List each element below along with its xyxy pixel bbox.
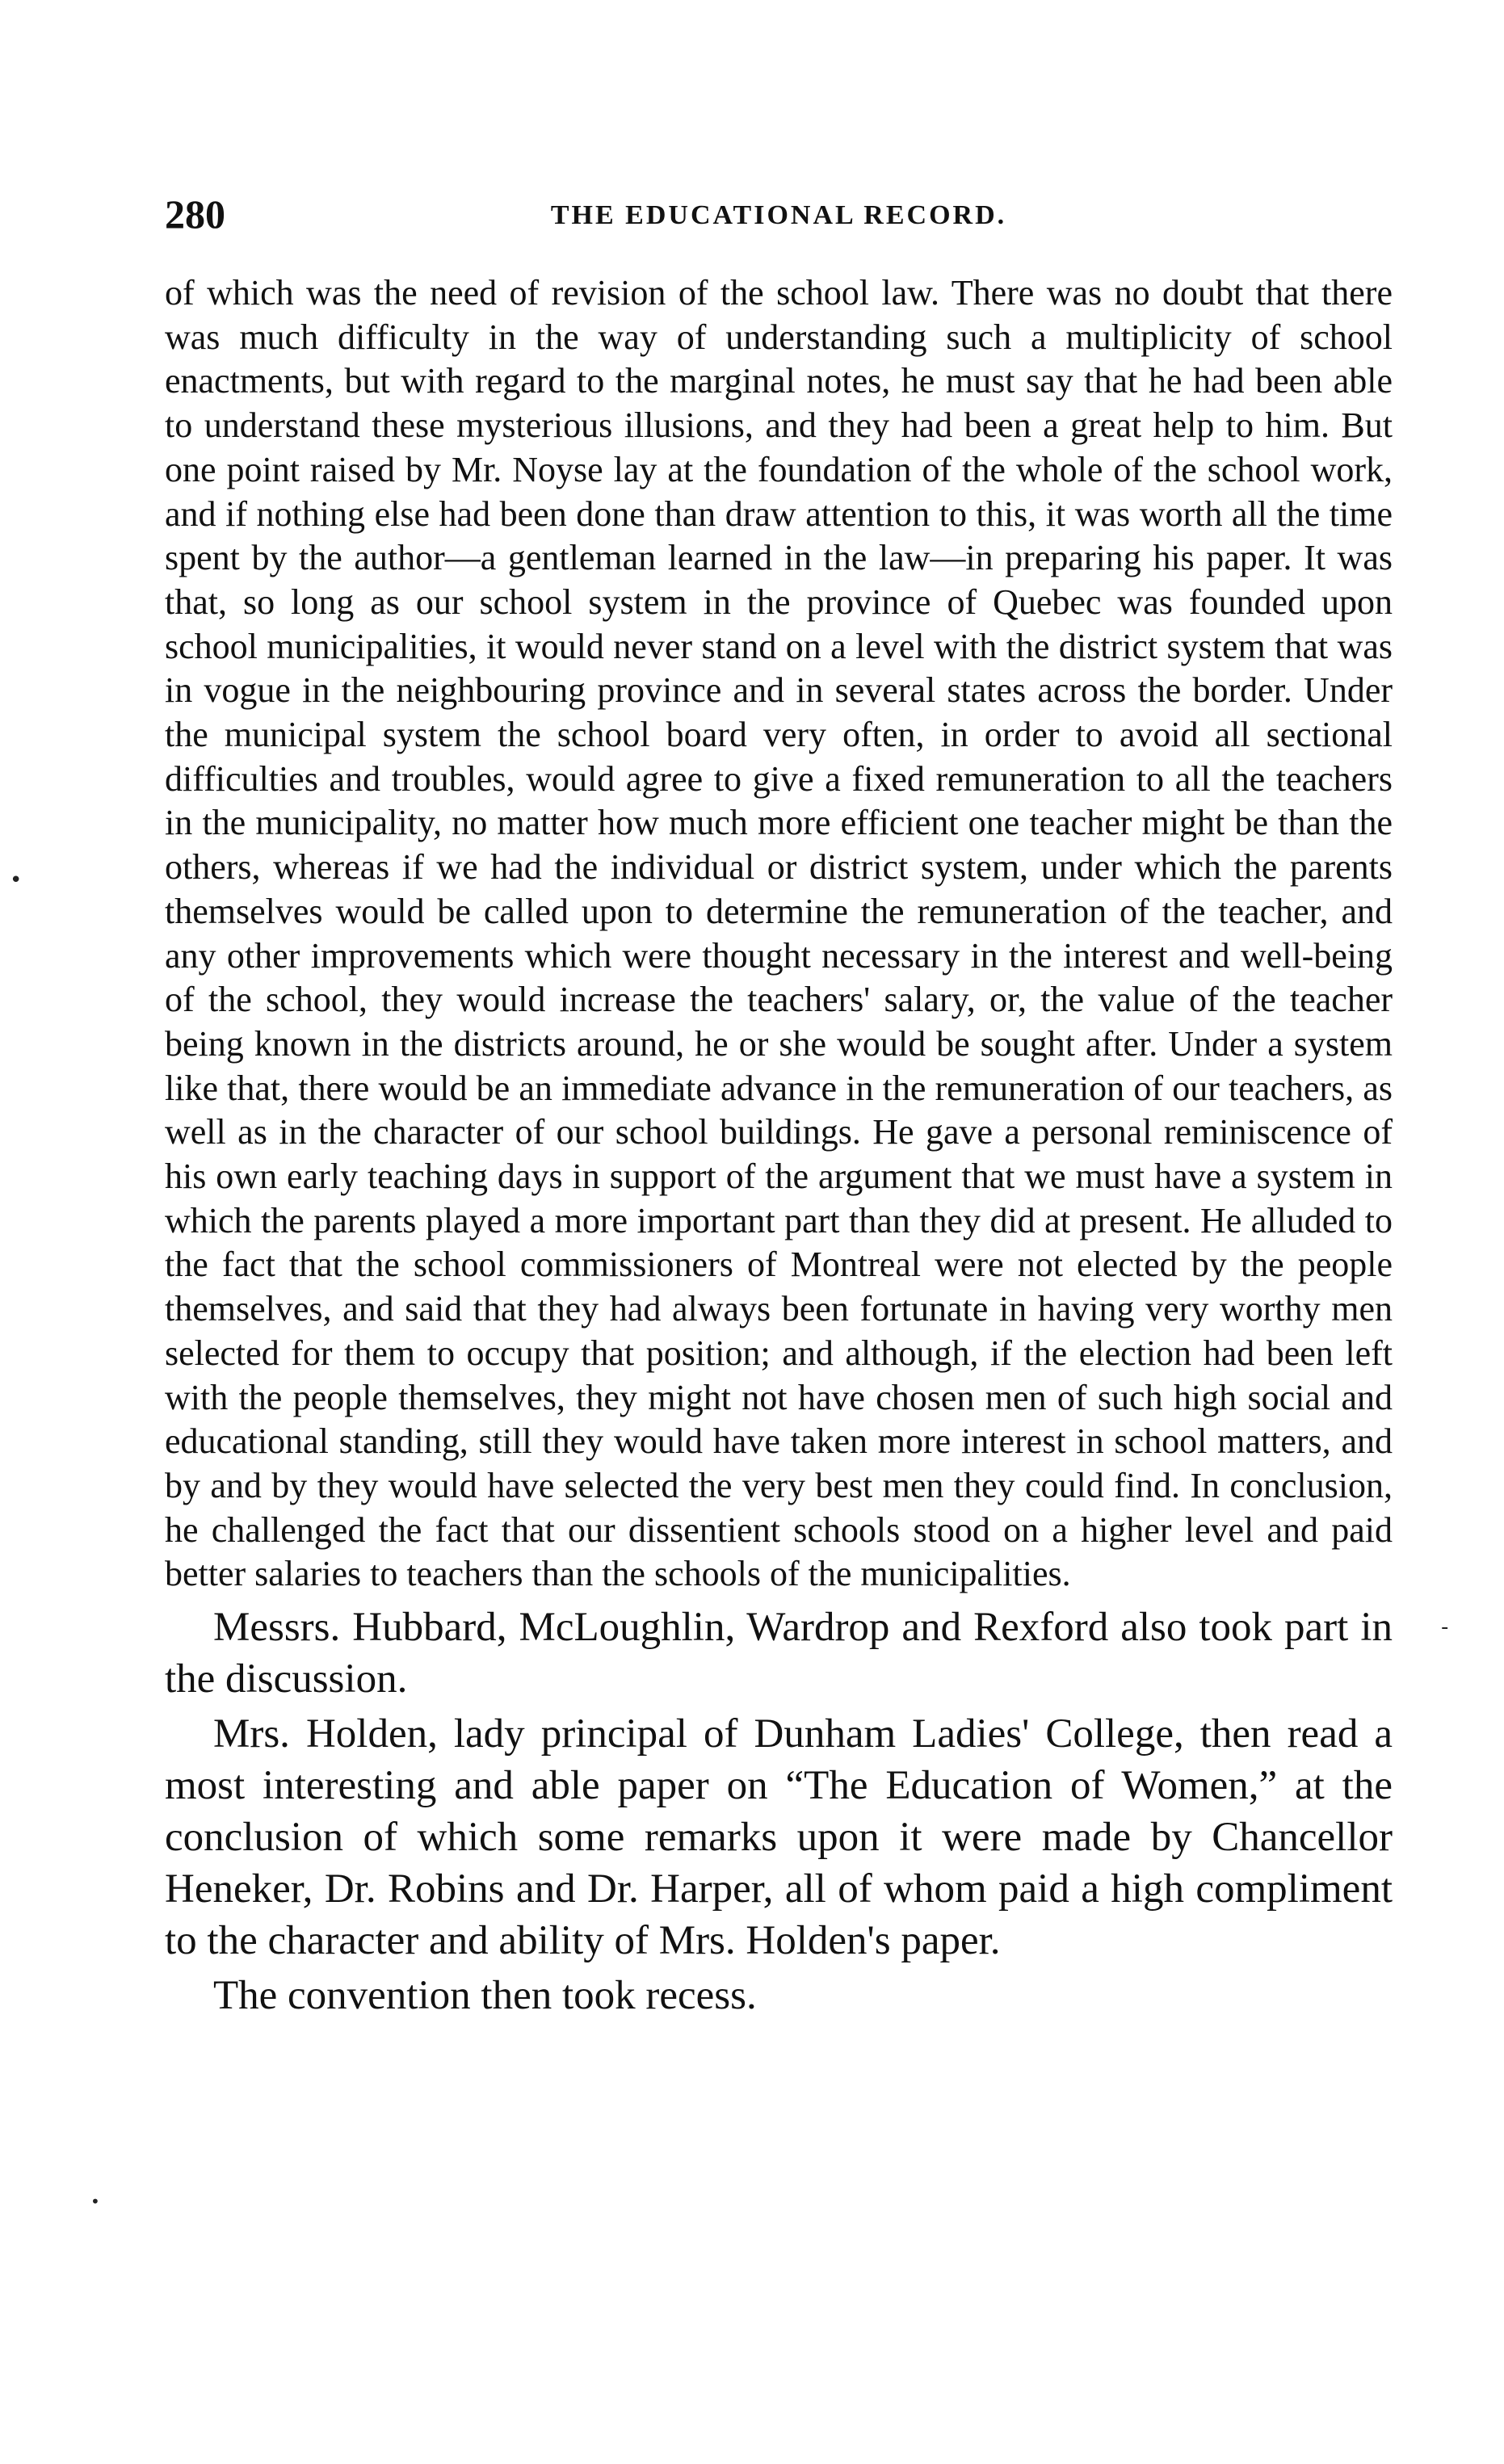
margin-dot-mark: • <box>90 2192 100 2211</box>
paragraph-participants: Messrs. Hubbard, McLoughlin, Wardrop and Rexford also took part in the discussion. <box>165 1605 1393 1702</box>
paragraph-holden-paper: Mrs. Holden, lady principal of Dunham Ladies' College, then read a most interesting and able paper on “The Education of Women,” at the conclusion of which some remarks upon it were made by Chancellor Heneker, Dr. Robins and Dr. Harper, all of whom paid a high compliment to the character and ability of Mrs. Holden's paper. <box>165 1711 1393 1964</box>
paragraph-discussion: of which was the need of revision of the school law. There was no doubt that there was much difficulty in the way of understanding such a multiplicity of school enactments, but with regard to the marginal notes, he must say that he had been able to understand these mysterious illusions, and they had been a great help to him. But one point raised by Mr. Noyse lay at the foundation of the whole of the school work, and if nothing else had been done than draw attention to this, it was worth all the time spent by the author—a gentleman learned in the law—in preparing his paper. It was that, so long as our school system in the province of Quebec was founded upon school municipalities, it would never stand on a level with the district system that was in vogue in the neighbouring province and in several states across the border. Under the municipal system the school board very often, in order to avoid all sectional difficulties and troubles, would agree to give a fixed remuneration to all the teachers in the municipality, no matter how much more efficient one teacher might be than the others, whereas if we had the individual or district system, under which the parents themselves would be called upon to determine the remuneration of the teacher, and any other improvements which were thought necessary in the interest and well-being of the school, they would increase the teachers' salary, or, the value of the teacher being known in the districts around, he or she would be sought after. Under a system like that, there would be an immediate advance in the remuneration of our teachers, as well as in the character of our school buildings. He gave a personal reminiscence of his own early teaching days in support of the argument that we must have a system in which the parents played a more important part than they did at present. He alluded to the fact that the school commissioners of Montreal were not elected by the people themselves, and said that they had always been fortunate in having very worthy men selected for them to occupy that position; and although, if the election had been left with the people themselves, they might not have chosen men of such high social and educational standing, still they would have taken more interest in school matters, and by and by they would have selected the very best men they could find. In conclusion, he challenged the fact that our dissentient schools stood on a higher level and paid better salaries to teachers than the schools of the municipalities. <box>165 273 1393 1594</box>
margin-dot-mark: • <box>10 868 23 892</box>
article-body <box>165 271 1393 2021</box>
page-number: 280 <box>165 191 225 237</box>
page-header <box>165 191 1393 239</box>
paragraph-recess: The convention then took recess. <box>213 1973 757 2019</box>
margin-dash-mark: - <box>1441 1615 1449 1639</box>
running-title: THE EDUCATIONAL RECORD. <box>550 200 1007 230</box>
